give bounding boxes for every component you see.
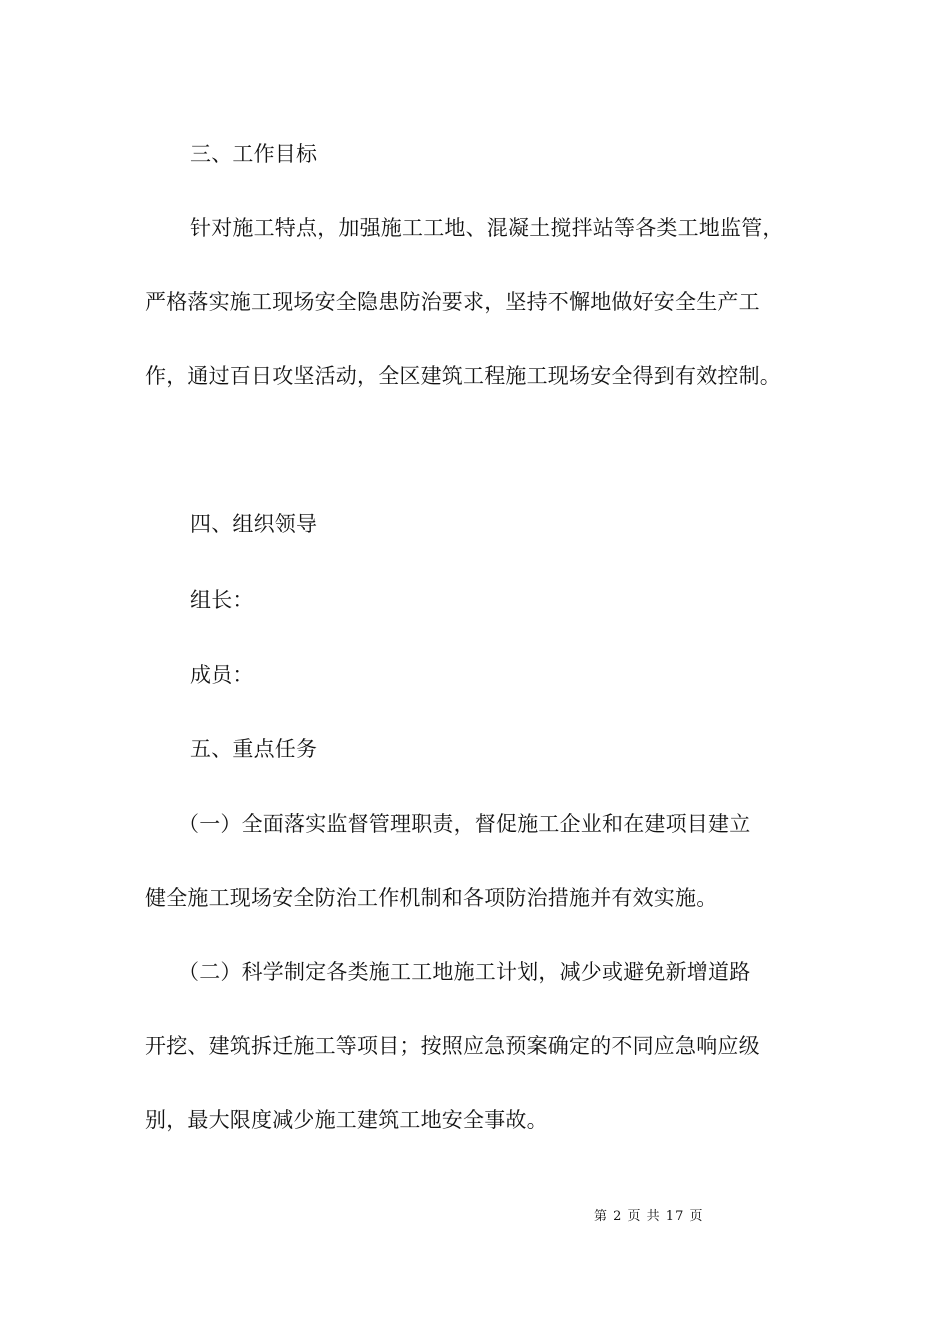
group-leader-label: 组长：: [190, 588, 254, 612]
task-two-line: 开挖、建筑拆迁施工等项目；按照应急预案确定的不同应急响应级: [145, 1034, 760, 1058]
members-label: 成员：: [190, 663, 254, 687]
task-one-line: （一）全面落实监督管理职责，督促施工企业和在建项目建立: [178, 812, 751, 836]
heading-work-goal: 三、工作目标: [190, 142, 318, 166]
task-two-line: 别，最大限度减少施工建筑工地安全事故。: [145, 1108, 548, 1132]
task-two-line: （二）科学制定各类施工工地施工计划，减少或避免新增道路: [178, 960, 751, 984]
heading-key-tasks: 五、重点任务: [190, 737, 318, 761]
heading-organization: 四、组织领导: [190, 512, 318, 536]
paragraph-line: 针对施工特点，加强施工工地、混凝土搅拌站等各类工地监管，: [190, 216, 784, 240]
paragraph-line: 严格落实施工现场安全隐患防治要求，坚持不懈地做好安全生产工: [145, 290, 760, 314]
paragraph-line: 作，通过百日攻坚活动，全区建筑工程施工现场安全得到有效控制。: [145, 364, 781, 388]
task-one-line: 健全施工现场安全防治工作机制和各项防治措施并有效实施。: [145, 886, 718, 910]
page-number-footer: 第 2 页 共 17 页: [594, 1209, 704, 1224]
